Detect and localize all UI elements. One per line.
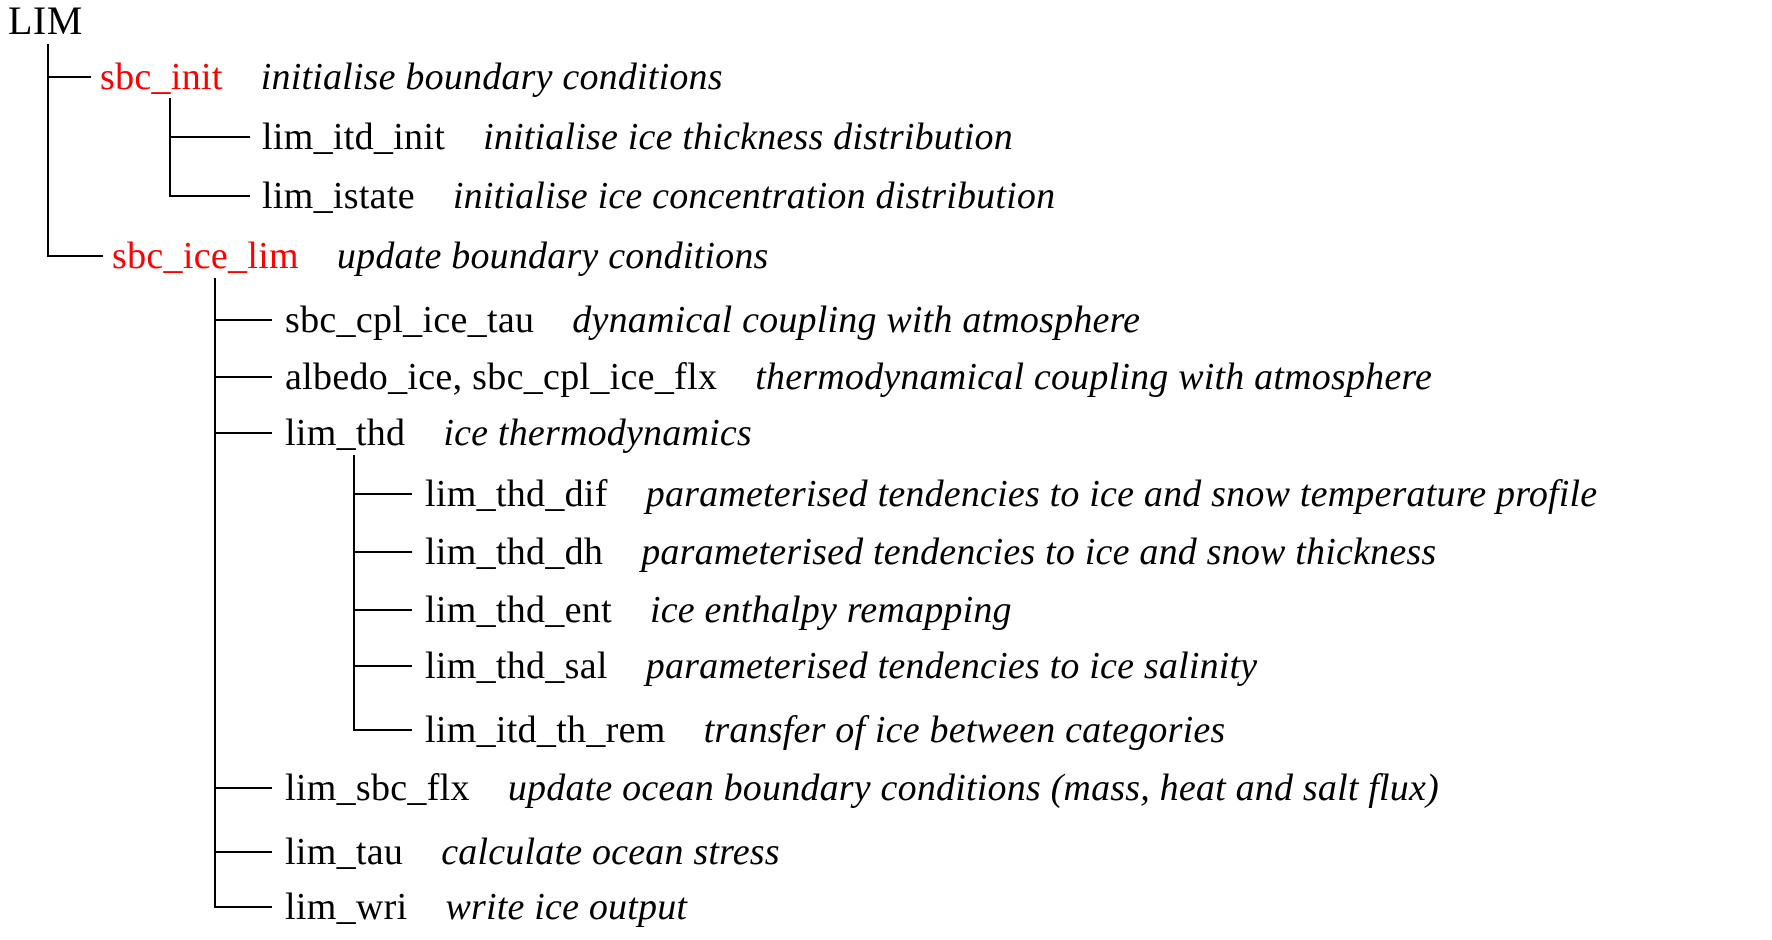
node-lim-thd-dh — [425, 527, 1436, 577]
node-lim-itd-init — [262, 112, 1013, 162]
tree-connector-branch-lim-istate — [169, 195, 250, 197]
node-sbc-ice-lim — [112, 231, 769, 281]
tree-connector-branch-lim-thd-sal — [353, 665, 412, 667]
node-lim-thd-ent-desc: ice enthalpy remapping — [649, 589, 1012, 631]
tree-connector-branch-lim-sbc-flx — [214, 787, 272, 789]
tree-connector-trunk-sbc-ice-lim — [214, 278, 216, 908]
tree-connector-branch-sbc-init — [47, 76, 91, 78]
tree-connector-branch-lim-tau — [214, 851, 272, 853]
node-lim-thd-desc: ice thermodynamics — [443, 412, 752, 454]
node-sbc-cpl-ice-tau — [285, 295, 1140, 345]
node-lim-tau — [285, 827, 780, 877]
node-albedo-ice-sbc-cpl-ice-flx — [285, 352, 1432, 402]
tree-connector-branch-lim-itd-th-rem — [353, 729, 412, 731]
node-sbc-cpl-ice-tau-desc: dynamical coupling with atmosphere — [572, 299, 1141, 341]
tree-connector-branch-albedo-ice — [214, 376, 272, 378]
tree-connector-branch-lim-itd-init — [169, 136, 250, 138]
node-lim-istate — [262, 171, 1055, 221]
node-lim-thd-dif — [425, 469, 1597, 519]
node-lim-thd-dif-desc: parameterised tendencies to ice and snow temperature profile — [645, 473, 1598, 515]
node-lim-sbc-flx-name: lim_sbc_flx — [285, 767, 470, 809]
node-sbc-ice-lim-name: sbc_ice_lim — [112, 235, 299, 277]
node-lim-tau-desc: calculate ocean stress — [441, 831, 780, 873]
node-lim-thd-dh-name: lim_thd_dh — [425, 531, 604, 573]
node-lim-name: LIM — [8, 0, 83, 43]
tree-connector-branch-lim-wri — [214, 906, 272, 908]
tree-connector-branch-sbc-cpl-ice-tau — [214, 319, 272, 321]
node-lim-thd-ent-name: lim_thd_ent — [425, 589, 612, 631]
node-albedo-ice-sbc-cpl-ice-flx-name: albedo_ice, sbc_cpl_ice_flx — [285, 356, 718, 398]
node-lim-thd-sal-desc: parameterised tendencies to ice salinity — [645, 645, 1258, 687]
node-albedo-ice-sbc-cpl-ice-flx-desc: thermodynamical coupling with atmosphere — [755, 356, 1433, 398]
node-lim-sbc-flx — [285, 763, 1439, 813]
tree-connector-branch-lim-thd — [214, 432, 272, 434]
node-sbc-init — [100, 52, 723, 102]
node-lim-wri-desc: write ice output — [445, 886, 688, 928]
node-lim-thd — [285, 408, 752, 458]
node-lim-wri-name: lim_wri — [285, 886, 408, 928]
node-lim-thd-dif-name: lim_thd_dif — [425, 473, 608, 515]
node-lim-wri — [285, 882, 687, 932]
node-lim-thd-sal-name: lim_thd_sal — [425, 645, 608, 687]
node-lim-itd-init-desc: initialise ice thickness distribution — [483, 116, 1013, 158]
node-lim — [8, 0, 83, 46]
node-lim-istate-desc: initialise ice concentration distribution — [452, 175, 1056, 217]
node-sbc-init-desc: initialise boundary conditions — [260, 56, 723, 98]
node-lim-itd-th-rem-name: lim_itd_th_rem — [425, 709, 666, 751]
node-lim-thd-sal — [425, 641, 1257, 691]
node-lim-thd-ent — [425, 585, 1012, 635]
node-sbc-init-name: sbc_init — [100, 56, 223, 98]
node-lim-itd-th-rem — [425, 705, 1225, 755]
node-sbc-ice-lim-desc: update boundary conditions — [336, 235, 769, 277]
node-sbc-cpl-ice-tau-name: sbc_cpl_ice_tau — [285, 299, 535, 341]
node-lim-itd-th-rem-desc: transfer of ice between categories — [703, 709, 1226, 751]
node-lim-itd-init-name: lim_itd_init — [262, 116, 446, 158]
tree-connector-trunk-lim-thd — [353, 455, 355, 731]
node-lim-tau-name: lim_tau — [285, 831, 404, 873]
tree-connector-trunk-sbc-init — [169, 98, 171, 197]
node-lim-sbc-flx-desc: update ocean boundary conditions (mass, heat and salt flux) — [507, 767, 1439, 809]
tree-connector-branch-lim-thd-dif — [353, 493, 412, 495]
node-lim-thd-name: lim_thd — [285, 412, 406, 454]
node-lim-istate-name: lim_istate — [262, 175, 415, 217]
tree-connector-branch-lim-thd-dh — [353, 551, 412, 553]
tree-connector-branch-lim-thd-ent — [353, 609, 412, 611]
node-lim-thd-dh-desc: parameterised tendencies to ice and snow thickness — [641, 531, 1437, 573]
tree-connector-branch-sbc-ice-lim — [47, 255, 103, 257]
